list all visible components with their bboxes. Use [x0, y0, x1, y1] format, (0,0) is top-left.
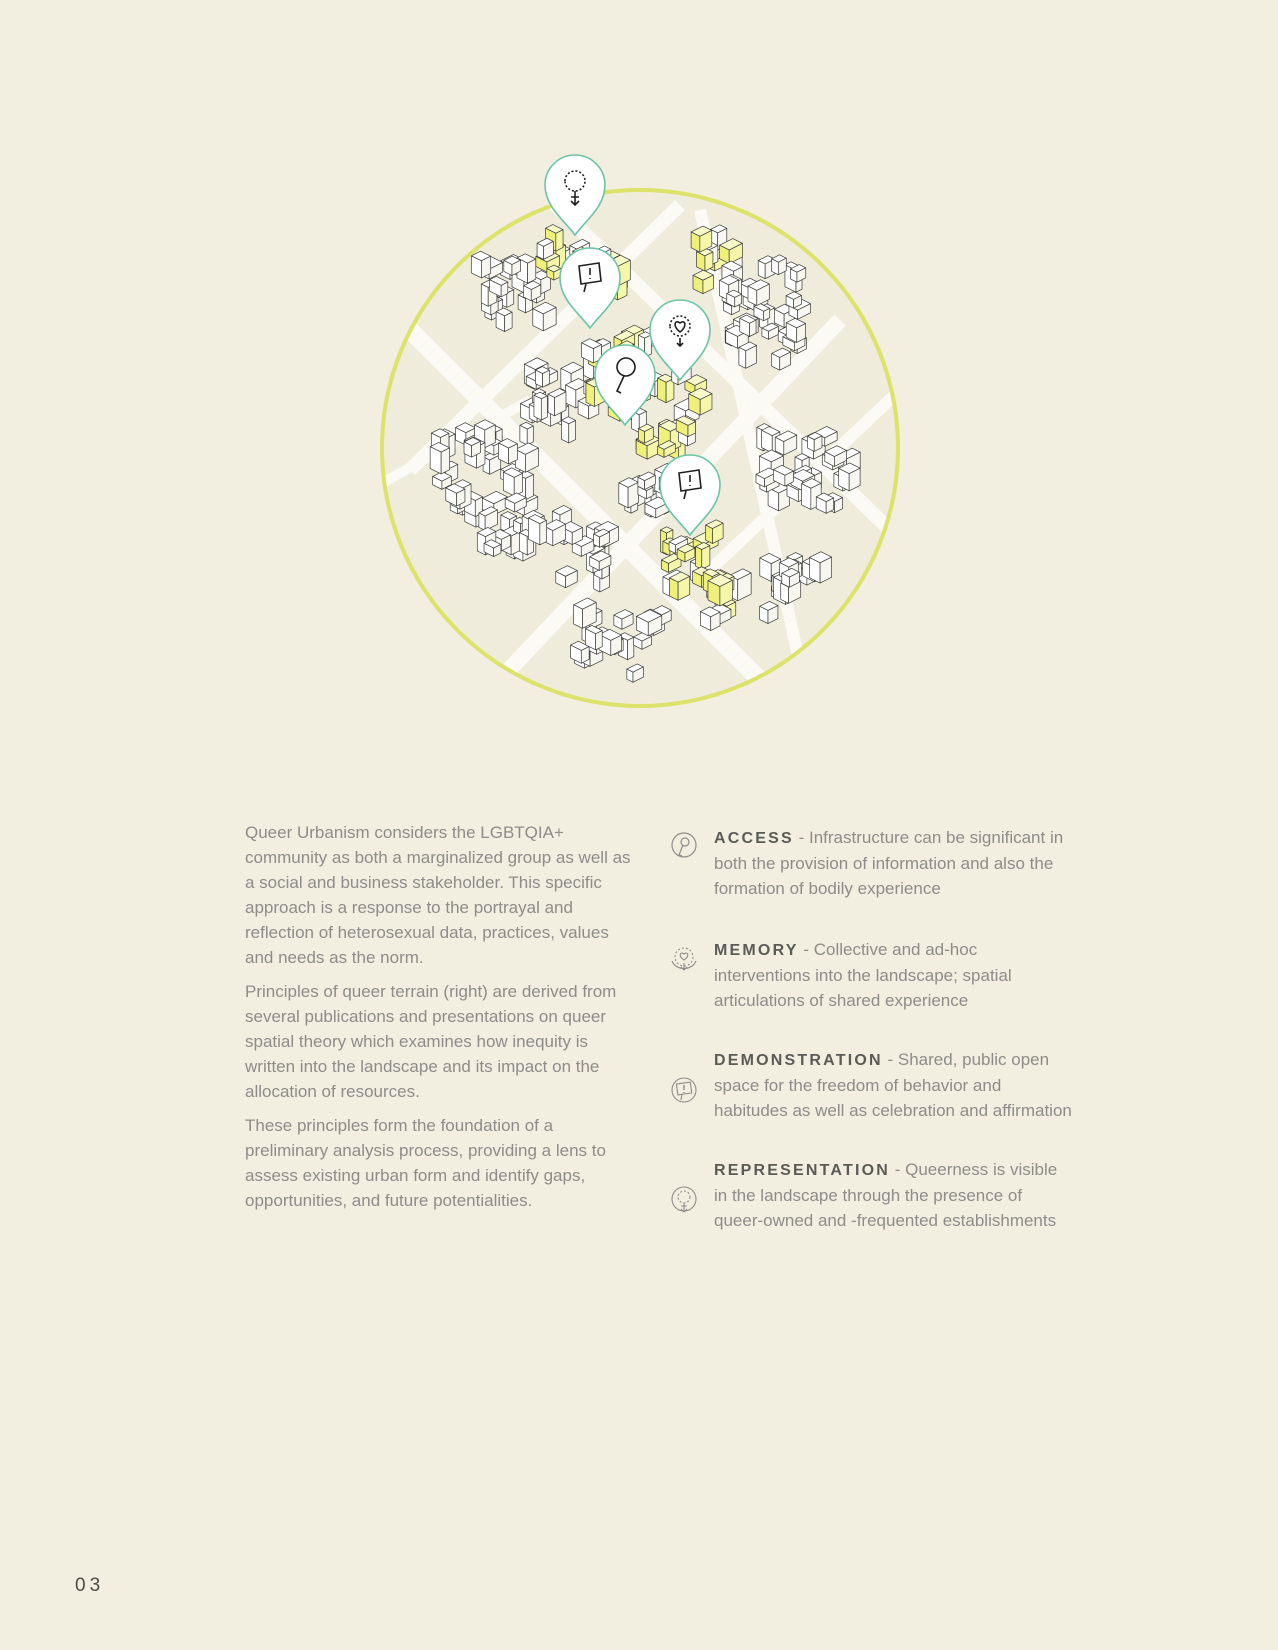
principle-text: - Queerness is visible in the landscape through the presence of queer-owned and -frequented establishments — [714, 1160, 1058, 1230]
building — [503, 468, 522, 496]
intro-text — [245, 820, 640, 1222]
highlighted-building — [696, 542, 710, 569]
highlighted-building — [708, 574, 732, 606]
building — [520, 422, 534, 445]
intro-paragraph: These principles form the foundation of a preliminary analysis process, providing a lens to assess existing urban form and identify gaps, opportunities, and future potentialities. — [245, 1116, 606, 1210]
building — [534, 392, 547, 420]
highlighted-building — [689, 388, 712, 415]
building — [727, 290, 742, 307]
highlighted-building — [693, 270, 713, 294]
page-number: 03 — [75, 1575, 105, 1596]
building — [528, 515, 546, 545]
principle-text: - Collective and ad-hoc interventions into the landscape; spatial articulations of shared experience — [714, 940, 1012, 1010]
principle-text: - Shared, public open space for the freedom of behavior and habitudes as well as celebration and affirmation — [714, 1050, 1072, 1120]
isometric-map — [370, 150, 910, 720]
principle-text: - Infrastructure can be significant in both the provision of information and also the formation of bodily experience — [714, 828, 1064, 898]
building — [504, 256, 521, 275]
building — [548, 389, 566, 416]
principle-representation — [668, 1157, 1074, 1233]
building — [772, 255, 787, 275]
building — [786, 292, 801, 308]
building — [809, 552, 831, 583]
intro-paragraph: Queer Urbanism considers the LGBTQIA+ community as both a marginalized group as well as a social and business stakeholder. This specific approach is a response to the portrayal and reflection of heterosexual data, practices, values and needs as the norm. — [245, 823, 631, 967]
building — [496, 308, 512, 332]
intro-paragraph: Principles of queer terrain (right) are derived from several publications and presentations on queer spatial theory which examines how inequity is written into the landscape and its impact on the allocation of resources. — [245, 982, 617, 1101]
building — [760, 601, 778, 623]
building — [561, 417, 575, 443]
demonstration-icon — [668, 1075, 700, 1107]
access-icon — [668, 831, 700, 863]
building — [498, 439, 517, 464]
neighborhood-map-illustration — [370, 150, 910, 720]
principle-memory — [668, 937, 1074, 1013]
building — [471, 251, 490, 278]
building — [839, 463, 860, 491]
principle-demonstration — [668, 1047, 1074, 1123]
building — [786, 318, 805, 342]
building — [739, 342, 757, 368]
highlighted-building — [669, 572, 689, 600]
principle-title: REPRESENTATION — [714, 1162, 890, 1179]
building — [536, 367, 550, 388]
memory-icon — [668, 943, 700, 975]
building — [585, 625, 602, 649]
building — [464, 438, 480, 458]
principle-title: MEMORY — [714, 942, 799, 959]
building — [700, 607, 720, 631]
principle-access — [668, 825, 1074, 901]
principle-title: DEMONSTRATION — [714, 1052, 883, 1069]
building — [430, 442, 449, 474]
building — [808, 432, 822, 451]
building — [619, 478, 639, 508]
highlighted-building — [547, 265, 561, 280]
principle-title: ACCESS — [714, 830, 794, 847]
representation-icon — [668, 1185, 700, 1217]
